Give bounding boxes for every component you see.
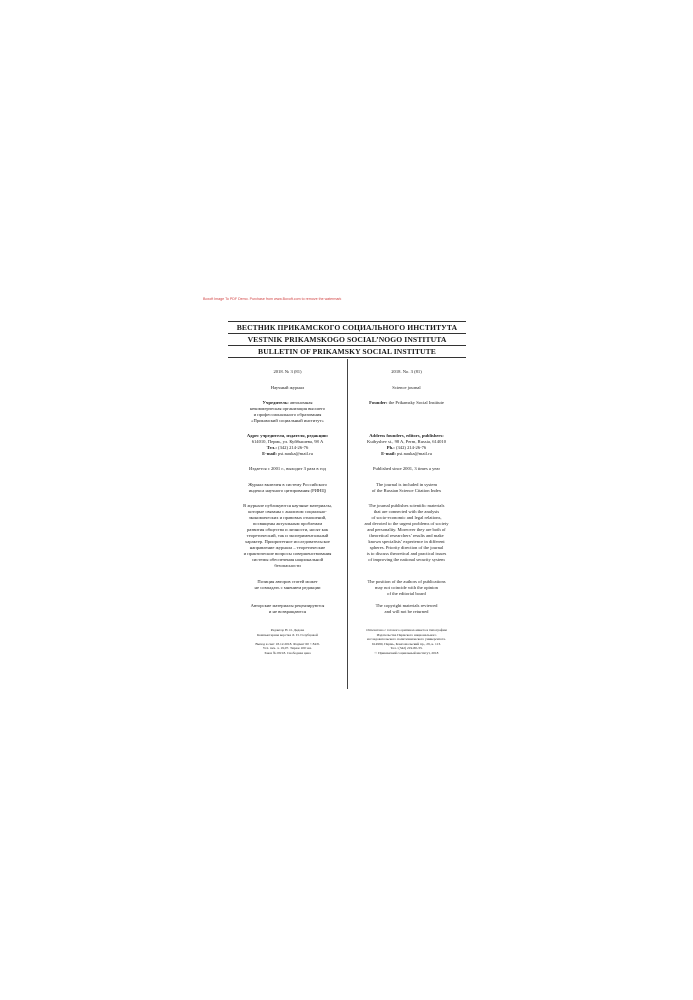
phone-label-en: Ph.:: [386, 445, 395, 450]
index-en: [350, 482, 463, 494]
address-text-ru: 614010, Пермь, ул. Куйбышева, 98 А: [251, 439, 324, 444]
title-rule-1: [228, 333, 466, 334]
about-line-ru: развития общества и личности, носят как: [246, 527, 329, 532]
position-line-en: of the editorial board: [387, 591, 426, 596]
about-line-ru: и практические вопросы совершенствования: [243, 551, 332, 556]
about-line-ru: системы обеспечения национальной: [251, 557, 324, 562]
imprint-en: [350, 628, 463, 656]
about-line-en: known specialists’ experience in different: [368, 539, 445, 544]
about-line-en: theoretical researchers’ results and make: [369, 533, 444, 538]
imprint-line-en: Отпечатано с готового оригинал-макета в типографии: [366, 628, 447, 632]
index-line-ru: индекса научного цитирования (РИНЦ): [248, 488, 327, 493]
founder-en: [350, 400, 463, 406]
founder-ru: [231, 400, 344, 424]
imprint-line-en: 614990, Пермь, Комсомольский пр., 29, к. 113.: [372, 641, 441, 646]
about-en: [350, 503, 463, 563]
position-line-en: The position of the authors of publications: [367, 579, 446, 584]
title-translit: VESTNIK PRIKAMSKOGO SOCIAL’NOGO INSTITUTA: [247, 335, 447, 344]
about-line-ru: В журнале публикуются научные материалы,: [243, 503, 332, 508]
journal-type-en: Science journal: [392, 385, 421, 390]
title-ru: ВЕСТНИК ПРИКАМСКОГО СОЦИАЛЬНОГО ИНСТИТУТА: [236, 323, 458, 332]
about-line-en: The journal publishes scientific materials: [368, 503, 445, 508]
index-line-ru: Журнал включен в систему Российского: [248, 482, 327, 487]
about-line-en: that are connected with the analysis: [373, 509, 440, 514]
copyright-line-en: and will not be returned: [384, 609, 429, 614]
email-label-ru: E-mail:: [262, 451, 277, 456]
about-line-ru: экономических и правовых отношений,: [248, 515, 327, 520]
column-divider: [347, 359, 348, 689]
founder-label-en: Founder:: [369, 400, 388, 405]
position-en: [350, 579, 463, 597]
founder-line-ru: и профессионального образования: [253, 412, 322, 417]
about-line-ru: характер. Приоритетное исследовательское: [245, 539, 330, 544]
index-ru: [231, 482, 344, 494]
position-line-ru: Позиция авторов статей может: [257, 579, 318, 584]
imprint-ru: [231, 628, 344, 656]
imprint-line-en: © Прикамский социальный институт, 2018: [374, 650, 439, 655]
imprint-line-ru: Редактор Н. О. Дедова: [270, 628, 305, 632]
imprint-line-ru: Заказ № 09/18. Свободная цена: [264, 650, 311, 655]
about-line-en: is to discuss theoretical and practical issues: [366, 551, 447, 556]
two-column-body: [228, 359, 466, 656]
founder-label-ru: Учредитель:: [262, 400, 289, 405]
title-en: BULLETIN OF PRIKAMSKY SOCIAL INSTITUTE: [258, 347, 436, 356]
phone-label-ru: Тел.:: [266, 445, 277, 450]
about-line-en: and devoted to the urgent problems of society: [364, 521, 449, 526]
copyright-line-ru: Авторские материалы рецензируются: [250, 603, 325, 608]
about-line-ru: безопасности: [274, 563, 301, 568]
copyright-ru: [231, 603, 344, 615]
phone-ru: (342) 214-26-76: [276, 445, 309, 450]
about-line-en: and personality. Moreover they are both of: [367, 527, 446, 532]
about-line-en: of improving the national security system: [368, 557, 445, 562]
imprint-line-ru: Компьютерная верстка Л. П. Голубцовой: [257, 632, 318, 637]
founder-text-ru: автономная: [288, 400, 313, 405]
about-line-ru: теоретический, так и экспериментальный: [246, 533, 329, 538]
position-line-en: may not coincide with the opinion: [375, 585, 438, 590]
address-en: [350, 433, 463, 457]
address-label-en: Address founders, editors, publishers:: [369, 433, 444, 438]
copyright-line-en: The copyright materials reviewed: [375, 603, 438, 608]
imprint-line-ru: Усл. печ. л. 19,07. Тираж 100 экз.: [262, 646, 313, 651]
right-column-en: [347, 359, 466, 656]
left-column-ru: [228, 359, 347, 656]
title-rule-2: [228, 345, 466, 346]
phone-en: (342) 214-26-76: [394, 445, 427, 450]
issue-en: 2018. No. 3 (81): [391, 369, 422, 374]
imprint-line-ru: Выход в свет 18.12.2018. Формат 60 × 84/8.: [255, 641, 320, 646]
copyright-line-ru: и не возвращаются: [268, 609, 307, 614]
journal-imprint-page: [228, 320, 466, 656]
journal-type-ru: Научный журнал: [270, 385, 305, 390]
imprint-line-en: Тел.: (342) 219-80-33.: [390, 646, 423, 651]
copyright-en: [350, 603, 463, 615]
watermark-text: Boxoft Image To PDF Demo. Purchase from www.Boxoft.com to remove the watermark: [203, 297, 342, 301]
email-ru: psi.nauka@mail.ru: [276, 451, 313, 456]
founder-line-ru: «Прикамский социальный институт»: [251, 418, 324, 423]
position-ru: [231, 579, 344, 591]
email-en: psi.nauka@mail.ru: [395, 451, 432, 456]
title-rule-3: [228, 357, 466, 358]
founder-line-ru: некоммерческая организация высшего: [249, 406, 326, 411]
position-line-ru: не совпадать с мнением редакции: [254, 585, 321, 590]
about-line-en: of socio-economic and legal relations,: [371, 515, 442, 520]
top-rule: [228, 321, 466, 322]
about-line-ru: посвящены актуальным проблемам: [252, 521, 323, 526]
founder-text-en: the Prikamsky Social Institute: [387, 400, 444, 405]
published-en: Published since 2001, 3 times a year: [373, 466, 440, 471]
issue-ru: 2018. № 3 (81): [273, 369, 302, 374]
about-line-ru: направление журнала – теоретические: [249, 545, 326, 550]
address-text-en: Kuibyshev st., 98 A, Perm, Russia, 614010: [367, 439, 446, 444]
imprint-line-en: Издательства Пермского национального: [376, 632, 437, 637]
address-ru: [231, 433, 344, 457]
about-line-ru: которые связаны с анализом социально-: [248, 509, 327, 514]
email-label-en: E-mail:: [381, 451, 396, 456]
about-ru: [231, 503, 344, 569]
published-ru: Издается с 2001 г., выходит 3 раза в год: [248, 466, 327, 471]
address-label-ru: Адрес учредителя, издателя, редакции:: [246, 433, 329, 438]
imprint-line-en: исследовательского политехнического университета.: [367, 637, 446, 642]
index-line-en: The journal is included in system: [375, 482, 438, 487]
index-line-en: of the Russian Science Citation Index: [371, 488, 442, 493]
about-line-en: spheres. Priority direction of the journal: [369, 545, 444, 550]
